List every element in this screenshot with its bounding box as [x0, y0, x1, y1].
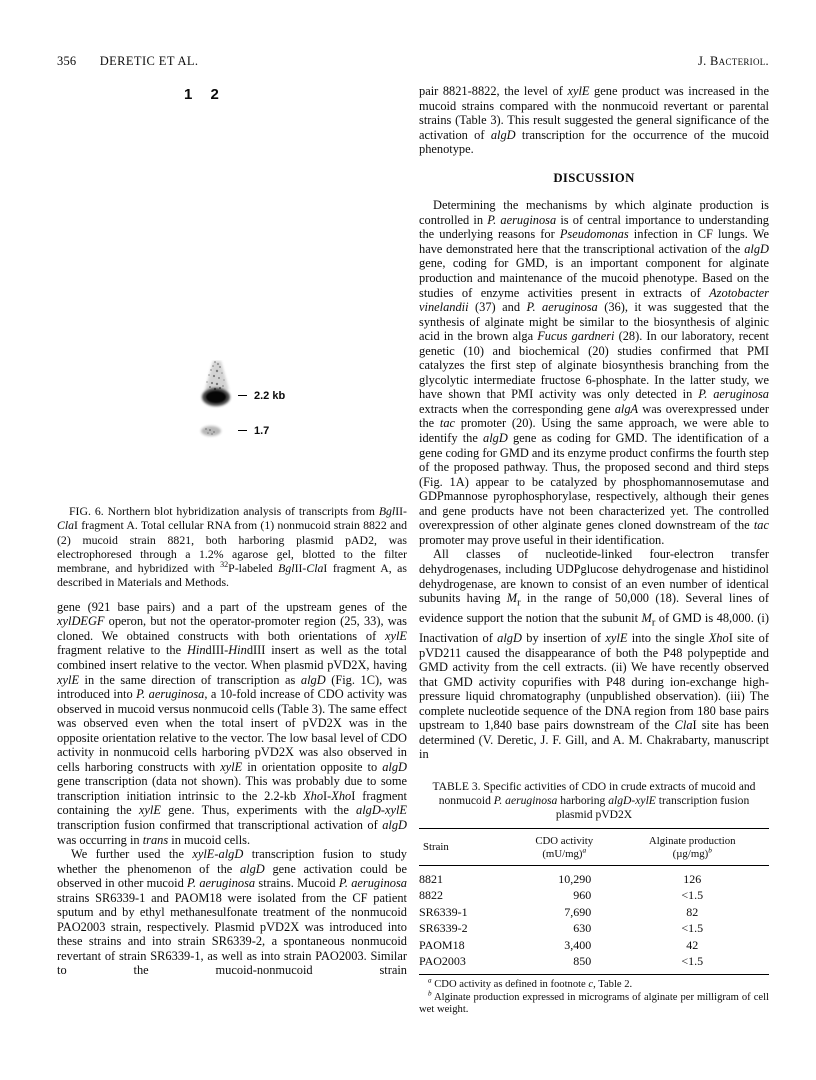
paragraph: All classes of nucleotide-linked four-electron transfer dehydrogenases, including UDPglucose dehydrogenase and histidinol dehydrogenase, are known to consist of an even number of identical subunits having $M_r$ in the range of 50,000 (18). Several lines of evidence support the notion that the subunit $M_r$ of GMD is 48,000. (i) Inactivation of algD by insertion of xylE into the single XhoI site of pVD211 caused the disappearance of both the P48 polypeptide and GMD activity from the cell extracts. (ii) We have recently observed that GMD activity copurifies with P48 during ion-exchange high-pressure liquid chromatography (unpublished observation). (iii) The complete nucleotide sequence of the DNA region from 180 base pairs upstream to 1,840 base pairs downstream of the ClaI site has been determined (V. Deretic, J. F. Gill, and A. M. Chakrabarty, manuscript in [419, 547, 770, 762]
table-header-row [419, 829, 769, 865]
size-marker-tick [238, 430, 247, 431]
size-marker-tick [238, 395, 247, 396]
column-header-alginate: Alginate production $(\mu g/mg)^b$ [616, 829, 769, 865]
cell-cdo: 960 [573, 888, 592, 903]
table-row [419, 904, 769, 921]
footnote-b: $^b$ Alginate production expressed in micrograms of alginate per milligram of cell wet weight. [419, 988, 769, 1016]
left-column [57, 84, 407, 978]
data-table [419, 828, 769, 974]
cell-strain: SR6339-2 [419, 921, 468, 936]
cell-strain: PAOM18 [419, 937, 465, 952]
size-marker-2-2kb [238, 389, 285, 404]
size-marker-label: 2.2 kb [254, 390, 286, 402]
table-row [419, 887, 769, 904]
running-header [57, 54, 769, 69]
cell-cdo: 10,290 [558, 871, 592, 886]
paragraph: Determining the mechanisms by which alginate production is controlled in P. aeruginosa is of central importance to understanding the underlying reasons for Pseudomonas infection in CF lungs. We have demonstrated here that the transcriptional activation of the algD gene, coding for GMD, is an important component for alginate production and maintenance of the mucoid phenotype. Based on the studies of enzyme activities present in extracts of Azotobacter vinelandii (37) and P. aeruginosa (36), it was suggested that the synthesis of alginate might be similar to the biosynthesis of alginic acid in the brown alga Fucus gardneri (28). In our laboratory, recent genetic (10) and biochemical (20) studies confirmed that PMI catalyzes the first step of alginate biosynthesis branching from the glycolytic intermediate fructose 6-phosphate. In the latter study, we have shown that PMI activity was only detected in P. aeruginosa extracts when the corresponding gene algA was overexpressed under the tac promoter (20). Using the same approach, we were able to identify the algD gene as coding for GMD. The identification of a gene coding for GMD and its enzyme product confirms the fourth step of the proposed pathway. Thus, the proposed second and third steps (Fig. 1A) appear to be catalyzed by phosphomannosemutase and GDPmannose pyrophosphorylase, respectively, although their genes and gene products have not been characterized yet. The controlled overexpression of other alginate genes cloned downstream of the tac promoter may prove useful in their identification. [419, 198, 770, 547]
table-row [419, 937, 769, 954]
cell-strain: SR6339-1 [419, 904, 468, 919]
paragraph: We further used the xylE-algD transcription fusion to study whether the phenomenon of the algD gene activation could be observed in other mucoid P. aeruginosa strains. Mucoid P. aeruginosa strains SR6339-1 and PAOM18 were isolated from the CF patient sputum and by ethyl methanesulfonate treatment of the nonmucoid PAO2003 strain, respectively. Plasmid pVD2X was introduced into these strains and into strain SR6339-2, a spontaneous nonmucoid revertant of strain SR6339-1, as well as into strain PAO2003. Similar to the mucoid-nonmucoid strain [57, 847, 407, 978]
figure-6 [57, 84, 407, 504]
column-header-strain: Strain [419, 829, 513, 865]
cell-alginate: 126 [683, 871, 702, 886]
cell-cdo: 3,400 [564, 937, 592, 952]
paragraph: pair 8821-8822, the level of xylE gene product was increased in the mucoid strains compared with the nonmucoid revertant or parental strains (Table 3). This result suggested the general significance of the activation of algD transcription for the occurrence of the mucoid phenotype. [419, 84, 769, 157]
cell-strain: 8821 [419, 871, 443, 886]
footnote-a: $^a$ CDO activity as defined in footnote c, Table 2. [428, 976, 633, 990]
northern-blot-bands [198, 360, 242, 460]
cell-alginate: 42 [686, 937, 699, 952]
cell-cdo: 7,690 [564, 904, 592, 919]
size-marker-1-7 [238, 424, 269, 439]
cell-alginate: <1.5 [681, 954, 704, 969]
page-number: 356 [57, 54, 77, 68]
discussion-heading: DISCUSSION [553, 170, 635, 185]
cell-alginate: 82 [686, 904, 699, 919]
journal-name: J. Bacteriol. [698, 54, 769, 68]
cell-cdo: 850 [573, 954, 592, 969]
lane-label-1: 1 [184, 86, 193, 103]
cell-strain: 8822 [419, 888, 443, 903]
running-authors: DERETIC ET AL. [99, 54, 199, 68]
cell-strain: PAO2003 [419, 954, 466, 969]
cell-alginate: <1.5 [681, 888, 704, 903]
cell-cdo: 630 [573, 921, 592, 936]
figure-caption: FIG. 6. Northern blot hybridization analysis of transcripts from BglII-ClaI fragment A. Total cellular RNA from (1) nonmucoid strain 8822 and (2) mucoid strain 8821, both harboring plasmid pAD2, was electrophoresed through a 1.2% agarose gel, blotted to the filter membrane, and hybridized with $^{32}$P-labeled BglII-ClaI fragment A, as described in Materials and Methods. [57, 504, 407, 590]
lane-label-2: 2 [210, 86, 219, 103]
table-row [419, 865, 769, 887]
right-column [419, 84, 769, 1017]
table-title: TABLE 3. Specific activities of CDO in crude extracts of mucoid and nonmucoid P. aeruginosa harboring algD-xylE transcription fusion plasmid pVD2X [432, 780, 756, 821]
column-header-cdo: CDO activity $(mU/mg)^a$ [513, 829, 616, 865]
figure-lane-labels [184, 88, 219, 103]
cell-alginate: <1.5 [681, 921, 704, 936]
paragraph: gene (921 base pairs) and a part of the upstream genes of the xylDEGF operon, but not the operator-promoter region (25, 33), was cloned. We obtained constructs with both orientations of xylE fragment relative to the HindIII-HindIII insert as well as the total combined insert relative to the vector. When plasmid pVD2X, having xylE in the same direction of transcription as algD (Fig. 1C), was introduced into P. aeruginosa, a 10-fold increase of CDO activity was observed in mucoid versus nonmucoid cells (Table 3). The same effect was observed even when the total insert of pVD2X was in the opposite orientation relative to the vector. The low basal level of CDO activity in nonmucoid cells harboring pVD2X was also observed in cells harboring constructs with xylE in orientation opposite to algD gene transcription (data not shown). This was probably due to some transcription initiation intrinsic to the 2.2-kb XhoI-XhoI fragment containing the xylE gene. Thus, experiments with the algD-xylE transcription fusion confirmed that transcriptional activation of algD was occurring in trans in mucoid cells. [57, 599, 407, 847]
table-3 [419, 780, 769, 1017]
size-marker-label: 1.7 [254, 425, 270, 437]
table-footnotes [419, 976, 769, 1017]
table-row [419, 920, 769, 937]
table-row [419, 953, 769, 974]
